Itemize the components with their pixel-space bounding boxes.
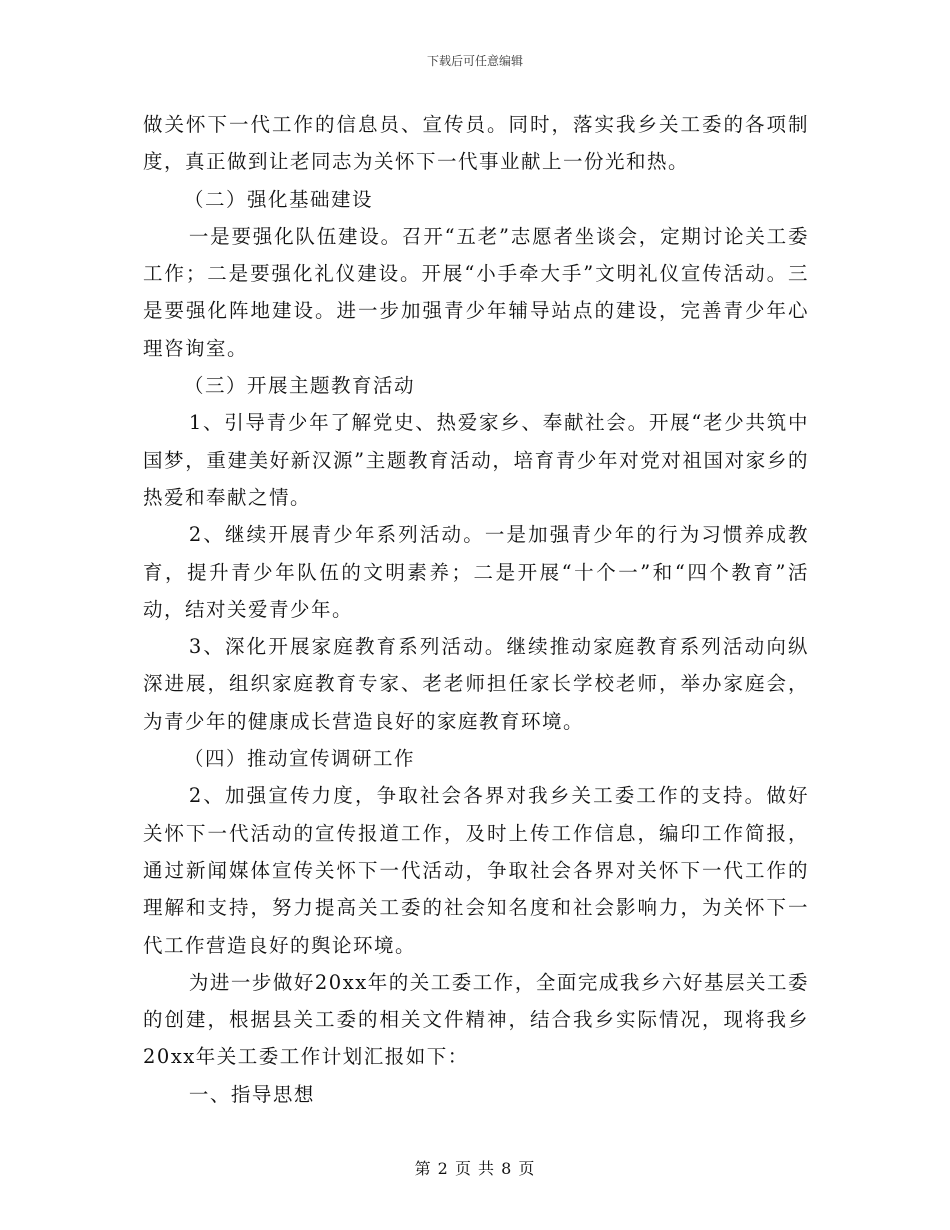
document-body (143, 106, 809, 1113)
paragraph-continuation: 做关怀下一代工作的信息员、宣传员。同时，落实我乡关工委的各项制度，真正做到让老同志为关怀下一代事业献上一份光和热。 (143, 113, 809, 174)
section-heading-2: （二）强化基础建设 (183, 187, 373, 211)
paragraph-item-3: 3、深化开展家庭教育系列活动。继续推动家庭教育系列活动向纵深进展，组织家庭教育专家、老老师担任家长学校老师，举办家庭会，为青少年的健康成长营造良好的家庭教育环境。 (143, 635, 809, 733)
paragraph-foundation: 一是要强化队伍建设。召开“五老”志愿者坐谈会，定期讨论关工委工作；二是要强化礼仪建设。开展“小手牵大手”文明礼仪宣传活动。三是要强化阵地建设。进一步加强青少年辅导站点的建设，完善青少年心理咨询室。 (143, 224, 809, 360)
page-number: 第 2 页 共 8 页 (414, 1159, 536, 1178)
heading-guiding-thought: 一、指导思想 (188, 1082, 315, 1106)
section-heading-3: （三）开展主题教育活动 (183, 374, 415, 398)
paragraph-item-2: 2、继续开展青少年系列活动。一是加强青少年的行为习惯养成教育，提升青少年队伍的文明素养；二是开展“十个一”和“四个教育”活动，结对关爱青少年。 (143, 523, 809, 621)
section-heading-4: （四）推动宣传调研工作 (183, 747, 415, 771)
paragraph-intro: 为进一步做好20xx年的关工委工作，全面完成我乡六好基层关工委的创建，根据县关工委的相关文件精神，结合我乡实际情况，现将我乡20xx年关工委工作计划汇报如下： (143, 970, 809, 1069)
page-header: 下载后可任意编辑 (426, 54, 523, 68)
paragraph-item-1: 1、引导青少年了解党史、热爱家乡、奉献社会。开展“老少共筑中国梦，重建美好新汉源”主题教育活动，培育青少年对党对祖国对家乡的热爱和奉献之情。 (143, 411, 809, 509)
paragraph-publicity: 2、加强宣传力度，争取社会各界对我乡关工委工作的支持。做好关怀下一代活动的宣传报道工作，及时上传工作信息，编印工作简报，通过新闻媒体宣传关怀下一代活动，争取社会各界对关怀下一代工作的理解和支持，努力提高关工委的社会知名度和社会影响力，为关怀下一代工作营造良好的舆论环境。 (143, 784, 809, 957)
